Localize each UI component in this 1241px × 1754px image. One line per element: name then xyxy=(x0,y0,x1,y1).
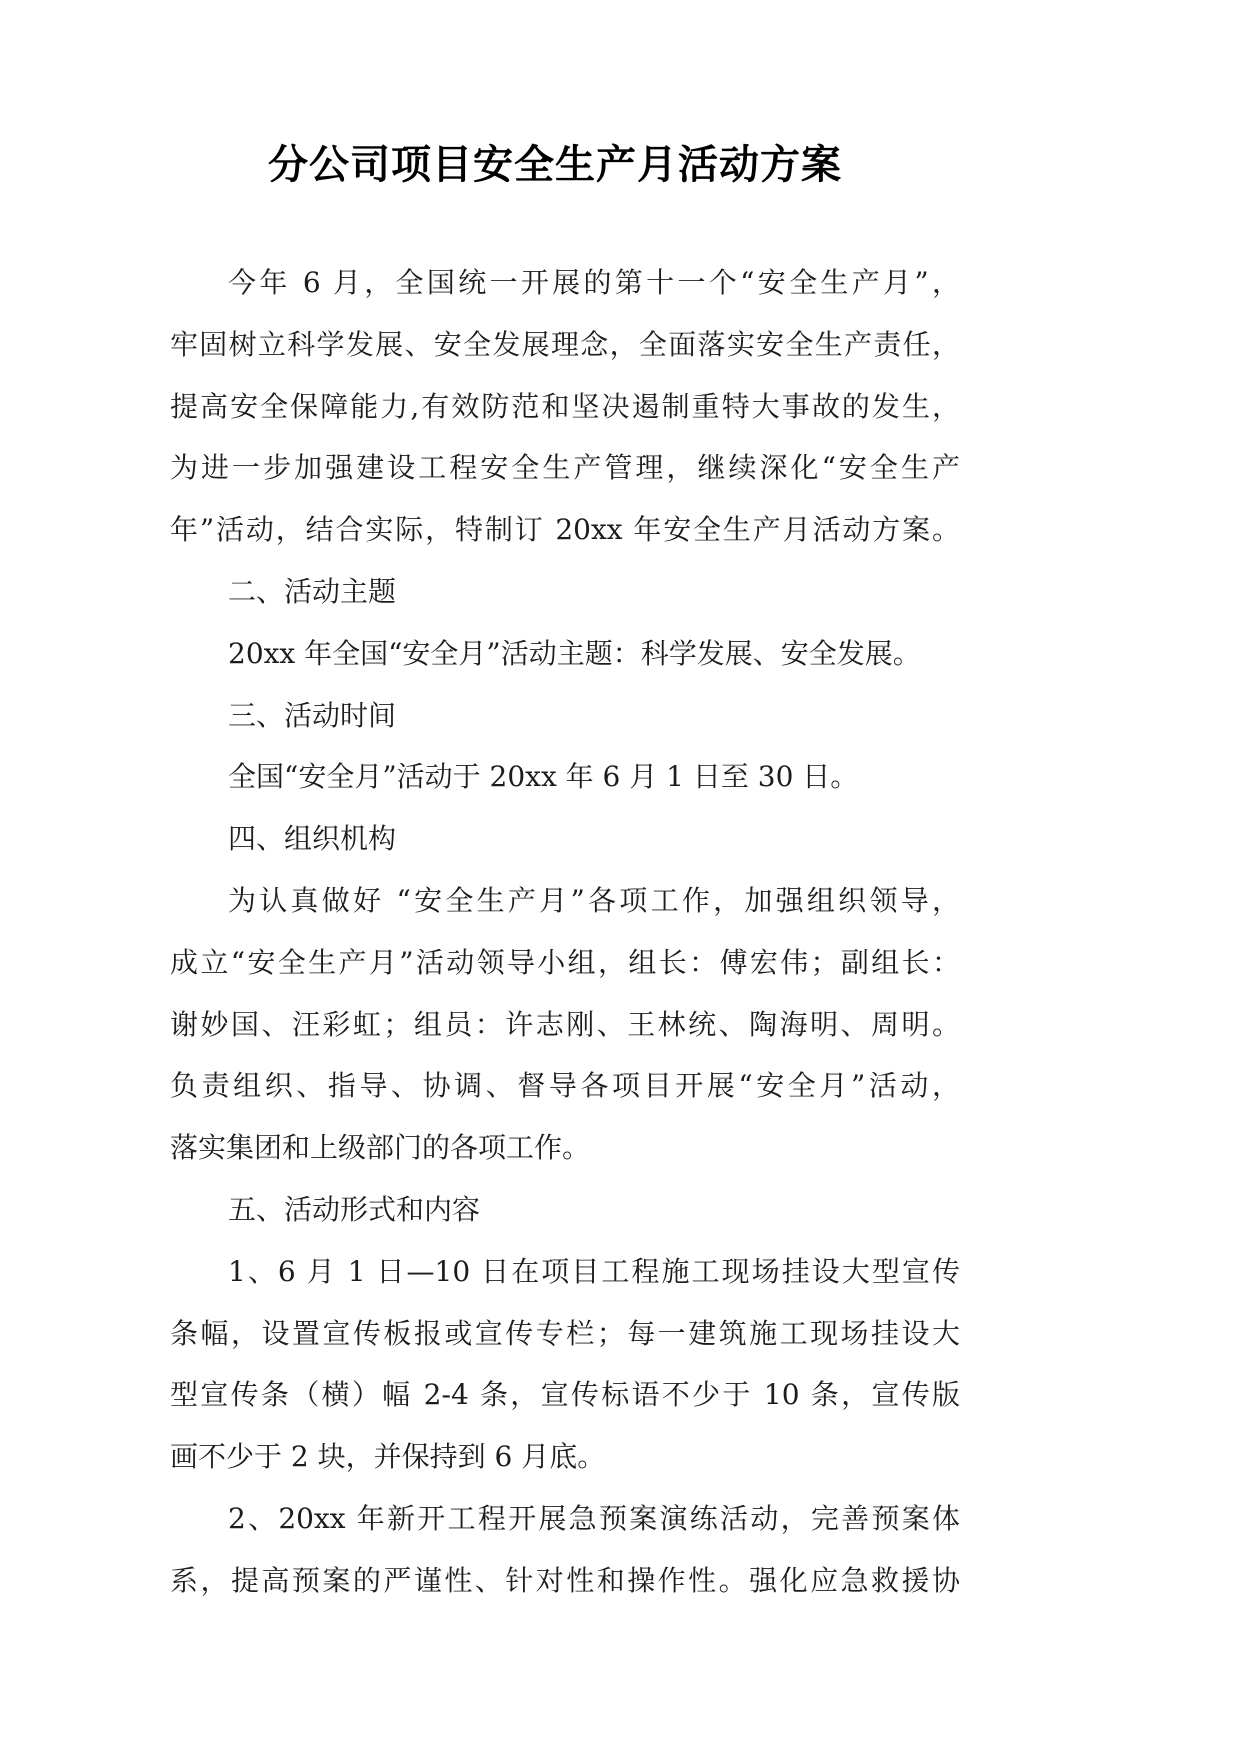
body-line: 全国“安全月”活动于 20xx 年 6 月 1 日至 30 日。 xyxy=(228,760,859,794)
paragraph-organization xyxy=(170,870,960,1179)
body-line: 提高安全保障能力,有效防范和坚决遏制重特大事故的发生， xyxy=(170,389,960,423)
section-heading: 三、活动时间 xyxy=(228,698,397,732)
body-line: 落实集团和上级部门的各项工作。 xyxy=(170,1131,591,1165)
section-heading-theme xyxy=(170,561,960,623)
body-line: 2、20xx 年新开工程开展急预案演练活动，完善预案体 xyxy=(228,1501,960,1535)
body-line: 今年 6 月，全国统一开展的第十一个“安全生产月”， xyxy=(228,266,960,299)
body-line: 年”活动，结合实际，特制订 20xx 年安全生产月活动方案。 xyxy=(170,513,960,547)
paragraph-time xyxy=(170,746,960,808)
body-line: 条幅，设置宣传板报或宣传专栏；每一建筑施工现场挂设大 xyxy=(170,1316,960,1350)
body-line: 为进一步加强建设工程安全生产管理，继续深化“安全生产 xyxy=(170,451,960,485)
paragraph-item-2 xyxy=(170,1488,960,1612)
section-heading: 五、活动形式和内容 xyxy=(228,1192,481,1226)
section-heading: 四、组织机构 xyxy=(228,822,397,856)
section-heading-time xyxy=(170,685,960,747)
body-line: 画不少于 2 块，并保持到 6 月底。 xyxy=(170,1440,606,1474)
body-line: 负责组织、指导、协调、督导各项目开展“安全月”活动， xyxy=(170,1069,960,1103)
body-line: 1、6 月 1 日—10 日在项目工程施工现场挂设大型宣传 xyxy=(228,1254,960,1288)
body-line: 谢妙国、汪彩虹；组员：许志刚、王林统、陶海明、周明。 xyxy=(170,1007,960,1041)
document-title: 分公司项目安全生产月活动方案 xyxy=(268,141,842,188)
section-heading: 二、活动主题 xyxy=(228,574,397,608)
paragraph-item-1 xyxy=(170,1241,960,1488)
body-line: 为认真做好 “安全生产月”各项工作，加强组织领导， xyxy=(228,883,960,917)
body-line: 成立“安全生产月”活动领导小组，组长：傅宏伟；副组长： xyxy=(170,945,960,979)
section-heading-content xyxy=(170,1179,960,1241)
body-line: 型宣传条（横）幅 2-4 条，宣传标语不少于 10 条，宣传版 xyxy=(170,1378,960,1412)
paragraph-theme xyxy=(170,623,960,685)
paragraph-intro xyxy=(170,252,960,561)
document-body xyxy=(170,252,960,1612)
body-line: 牢固树立科学发展、安全发展理念，全面落实安全生产责任， xyxy=(170,327,960,361)
body-line: 20xx 年全国“安全月”活动主题：科学发展、安全发展。 xyxy=(228,636,921,670)
body-line: 系，提高预案的严谨性、针对性和操作性。强化应急救援协 xyxy=(170,1563,960,1597)
section-heading-organization xyxy=(170,808,960,870)
